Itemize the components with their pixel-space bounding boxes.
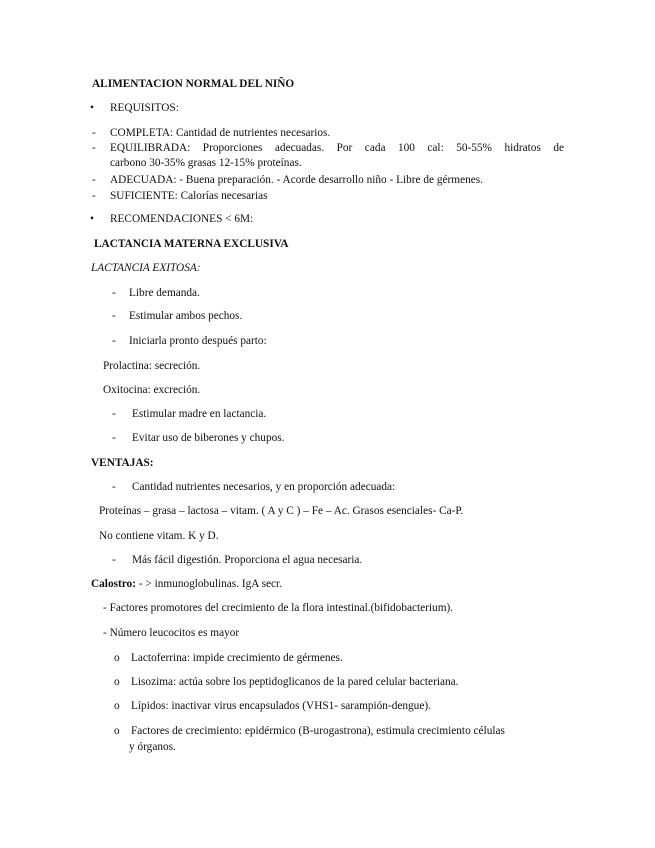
madre-item: Estimular madre en lactancia. [132, 408, 267, 420]
ventajas-item: Cantidad nutrientes necesarios, y en proporción adecuada: [132, 481, 396, 493]
calostro-item: Lípidos: inactivar virus encapsulados (VHS1- sarampión-dengue). [131, 700, 431, 712]
bullet-marker: • [90, 102, 94, 114]
ventajas-heading: VENTAJAS: [91, 457, 154, 469]
dash-marker: - [92, 127, 96, 139]
oxitocina-line: Oxitocina: excreción. [103, 384, 201, 396]
exitosa-item: Iniciarla pronto después parto: [129, 335, 267, 347]
circle-marker: o [114, 652, 120, 664]
dash-marker: - [112, 310, 116, 322]
ventajas-item: Más fácil digestión. Proporciona el agua necesaria. [132, 554, 363, 566]
proteinas-line: Proteínas – grasa – lactosa – vitam. ( A y C ) – Fe – Ac. Grasos esenciales- Ca-P. [99, 505, 464, 517]
document-title: ALIMENTACION NORMAL DEL NIÑO [92, 78, 295, 90]
requisito-equilibrada: EQUILIBRADA: Proporciones adecuadas. Por cada 100 cal: 50-55% hidratos de [110, 142, 564, 154]
dash-marker: - [112, 335, 116, 347]
dash-marker: - [92, 190, 96, 202]
dash-marker: - [112, 432, 116, 444]
requisito-equilibrada-cont: carbono 30-35% grasas 12-15% proteínas. [110, 157, 302, 169]
calostro-item: Factores de crecimiento: epidérmico (B-urogastrona), estimula crecimiento células [131, 725, 505, 737]
dash-marker: - [112, 287, 116, 299]
circle-marker: o [114, 700, 120, 712]
madre-item: Evitar uso de biberones y chupos. [132, 432, 285, 444]
requisito-adecuada: ADECUADA: - Buena preparación. - Acorde desarrollo niño - Libre de gérmenes. [110, 174, 483, 186]
calostro-label: Calostro: [91, 578, 136, 590]
no-contiene-line: No contiene vitam. K y D. [99, 530, 219, 542]
calostro-line [91, 577, 282, 591]
calostro-item: Lisozima: actúa sobre los peptidoglicanos de la pared celular bacteriana. [131, 676, 459, 688]
calostro-item: Lactoferrina: impide crecimiento de gérmenes. [131, 652, 343, 664]
dash-marker: - [92, 174, 96, 186]
circle-marker: o [114, 676, 120, 688]
circle-marker: o [114, 725, 120, 737]
dash-marker: - [112, 554, 116, 566]
calostro-item-cont: y órganos. [129, 741, 176, 753]
calostro-text: - > inmunoglobulinas. IgA secr. [135, 578, 282, 590]
lactancia-exitosa-label: LACTANCIA EXITOSA: [91, 262, 201, 274]
requisito-suficiente: SUFICIENTE: Calorías necesarias [110, 190, 268, 202]
recomendaciones-heading: RECOMENDACIONES < 6M: [110, 213, 254, 225]
prolactina-line: Prolactina: secreción. [103, 360, 201, 372]
dash-marker: - [112, 408, 116, 420]
dash-marker: - [92, 142, 96, 154]
factores-promotores-line: - Factores promotores del crecimiento de la flora intestinal.(bifidobacterium). [103, 602, 454, 614]
bullet-marker: • [90, 213, 94, 225]
dash-marker: - [112, 481, 116, 493]
lactancia-heading: LACTANCIA MATERNA EXCLUSIVA [94, 238, 289, 250]
exitosa-item: Estimular ambos pechos. [129, 310, 243, 322]
exitosa-item: Libre demanda. [129, 287, 200, 299]
leucocitos-line: - Número leucocitos es mayor [103, 627, 240, 639]
requisitos-heading: REQUISITOS: [110, 102, 179, 114]
requisito-completa: COMPLETA: Cantidad de nutrientes necesarios. [110, 127, 331, 139]
